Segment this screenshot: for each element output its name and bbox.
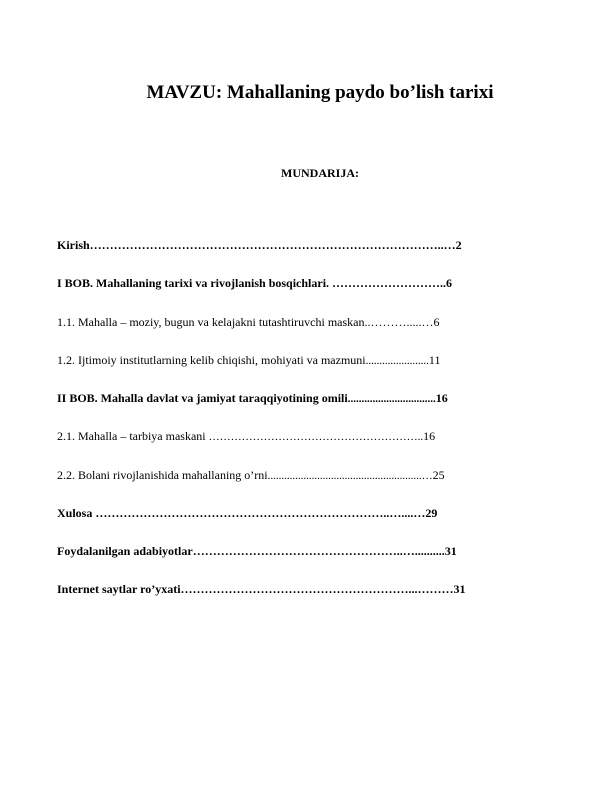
toc-entry-leader: ……………………………………………..….......... xyxy=(192,544,445,558)
toc-entry-page: 16 xyxy=(435,391,448,405)
toc-entry-leader: …………………………………………………...……… xyxy=(180,582,454,596)
toc-entry xyxy=(57,353,440,369)
toc-entry xyxy=(57,315,439,330)
toc-entry-page: 31 xyxy=(453,582,466,596)
toc-entry-page: 25 xyxy=(432,468,445,482)
toc-entry-leader: ………………………………………………….. xyxy=(208,431,424,443)
toc-entry-page: 16 xyxy=(423,429,436,443)
toc-entry-title: I BOB. Mahallaning tarixi va rivojlanish bosqichlari. xyxy=(57,276,333,290)
toc-entry-title: 2.1. Mahalla – tarbiya maskani xyxy=(57,429,209,443)
toc-entry-leader: ................................ xyxy=(347,393,436,405)
toc-entry-leader: ……………………………………………………………………………..… xyxy=(89,238,456,252)
toc-entry-page: 29 xyxy=(425,506,438,520)
toc-entry-title: 1.2. Ijtimoiy institutlarning kelib chiqishi, mohiyati va mazmuni xyxy=(57,353,366,367)
toc-entry xyxy=(57,276,452,291)
toc-entry xyxy=(57,391,448,407)
toc-entry-leader: ........................................................… xyxy=(267,470,433,482)
toc-entry xyxy=(57,506,437,521)
toc-entry-leader: ………………………………………………………………..…....… xyxy=(95,506,426,520)
toc-entry xyxy=(57,582,466,597)
toc-entry xyxy=(57,429,435,445)
toc-entry-title: Foydalanilgan adabiyotlar xyxy=(57,544,193,558)
toc-entry-title: 1.1. Mahalla – moziy, bugun va kelajakni tutashtiruvchi maskan.. xyxy=(57,315,371,329)
toc-entry xyxy=(57,468,445,484)
toc-entry-page: 31 xyxy=(444,544,457,558)
toc-entry-page: 2 xyxy=(455,238,462,252)
toc-entry-leader: ……….....… xyxy=(370,315,434,329)
toc-entry-title: Kirish xyxy=(57,238,90,252)
toc-entry xyxy=(57,544,457,559)
toc-entry-title: 2.2. Bolani rivojlanishida mahallaning o’rni xyxy=(57,468,268,482)
toc-entry-title: Xulosa xyxy=(57,506,96,520)
toc-entry-page: 6 xyxy=(433,315,440,329)
toc-entry-title: II BOB. Mahalla davlat va jamiyat taraqqiyotining omili xyxy=(57,391,348,405)
toc-entry-leader: ……………………….. xyxy=(332,276,447,290)
toc-entry-leader: ....................... xyxy=(365,355,429,367)
page-title: MAVZU: Mahallaning paydo bo’lish tarixi xyxy=(146,82,494,103)
toc-entry-page: 11 xyxy=(428,353,441,367)
toc-entry-title: Internet saytlar ro’yxati xyxy=(57,582,181,596)
contents-heading: MUNDARIJA: xyxy=(281,166,359,180)
toc-entry-page: 6 xyxy=(446,276,453,290)
toc-entry xyxy=(57,238,462,253)
